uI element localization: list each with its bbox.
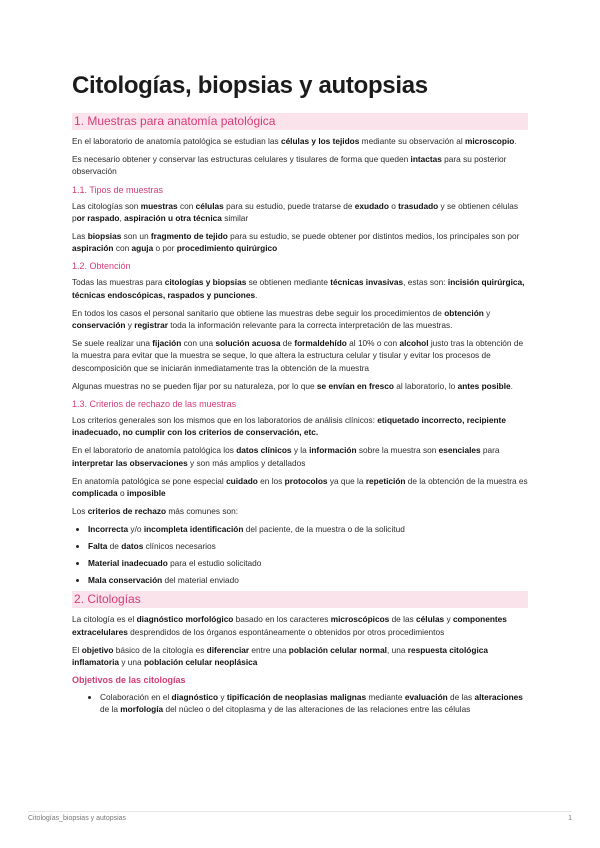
paragraph [72,475,528,499]
bold-text: incompleta identificación [143,524,244,535]
text: para su estudio, puede tratarse de [223,200,355,211]
text: mediante su observación al [359,136,465,146]
text: y [483,307,491,318]
text: sobre la muestra son [356,445,439,456]
objectives-heading: Objetivos de las citologías [72,675,186,686]
list-item [88,557,528,569]
bold-text: repetición [365,475,406,486]
text: al laboratorio, lo [393,380,458,391]
text: y [125,320,135,331]
text: de [107,541,122,552]
text: toda la información relevante para la correcta interpretación de las muestras. [167,320,453,331]
text: y son más amplios y detallados [187,457,306,468]
bold-text: aspiración [72,243,114,254]
text: al 10% o con [346,338,400,349]
bold-text: cuidado [226,475,258,486]
text: , una [386,644,408,655]
text: Se suele realizar una [72,338,153,349]
bold-text: Material inadecuado [88,558,168,569]
paragraph [72,307,528,331]
text: basado en los caracteres [233,614,331,625]
text: más comunes son: [166,506,239,517]
text: y [444,614,453,625]
bold-text: citologías y biopsias [164,277,247,288]
bold-text: componentes extracelulares [72,614,507,637]
bold-text: imposible [126,488,166,499]
bold-text: tipificación de neoplasias malignas [226,692,367,703]
bold-text: incisión quirúrgica, técnicas endoscópicas, raspados y punciones [72,277,525,300]
text: de la [100,704,121,715]
paragraph [72,337,528,374]
list-item [100,691,528,715]
bold-text: conservación [72,320,126,331]
text: son un [121,231,151,242]
bold-text: microscópicos [330,614,390,625]
text: y [218,692,227,703]
text: del núcleo o del citoplasma y de las alteraciones de las relaciones entre las células [163,704,471,715]
text: para [480,445,500,456]
list-item [88,540,528,552]
bold-text: Incorrecta [88,524,129,535]
list-item [88,574,528,586]
text: de la obtención de la muestra es [405,475,528,486]
text: . [510,380,513,391]
bold-text: criterios de rechazo [87,506,167,517]
text: Los criterios generales son los mismos que en los laboratorios de análisis clínicos: [72,415,378,426]
section-heading-1: 1. Muestras para anatomía patológica [72,113,528,130]
text: . [514,136,517,146]
text: con [113,243,132,254]
text: . [255,289,258,300]
bold-text: objetivo [81,644,114,655]
text: , [119,212,125,223]
footer-document-name: Citologías_biopsias y autopsias [28,815,127,822]
bold-text: procedimiento quirúrgico [176,243,278,254]
text: ya que la [327,475,366,486]
bold-text: antes posible [457,380,511,391]
bold-text: se envían en fresco [316,380,394,391]
bold-text: datos [121,541,144,552]
text: básico de la citología es [113,644,207,655]
text: en los [257,475,285,486]
text: con una [181,338,216,349]
text: En anatomía patológica se pone especial [72,475,227,486]
text: de las [447,692,475,703]
page-number: 1 [568,815,572,822]
bold-text: células [195,200,224,211]
bold-text: fragmento de tejido [150,231,228,242]
bold-text: células y los tejidos [280,136,360,146]
paragraph [72,505,528,517]
text: Los [72,506,88,517]
text: entre una [249,644,289,655]
bold-text: or raspado [76,212,120,223]
bold-text: datos clínicos [236,445,292,456]
paragraph [72,380,528,392]
objectives-list [72,691,528,715]
text: Todas las muestras para [72,277,165,288]
text: mediante [366,692,405,703]
text: Algunas muestras no se pueden fijar por su naturaleza, por lo que [72,380,317,391]
text: similar [221,212,249,223]
text: para su estudio, se puede obtener por distintos medios, los principales son por [227,231,520,242]
list-item [88,523,528,535]
bold-text: alcohol [399,338,429,349]
bold-text: registrar [134,320,168,331]
bold-text: aspiración u otra técnica [124,212,222,223]
paragraph [72,613,528,637]
text: y una [119,657,144,668]
text: desprendidos de los órganos espontáneamente o obtenidos por otros procedimientos [127,626,445,637]
bold-text: biopsias [87,231,122,242]
text: de las [389,614,417,625]
text: Las [72,231,88,242]
bold-text: técnicas invasivas [330,277,404,288]
bold-text: alteraciones [474,692,523,703]
text: , estas son: [403,277,448,288]
paragraph [72,414,528,438]
paragraph [72,230,528,254]
subsection-heading-1-1: 1.1. Tipos de muestras [72,184,164,195]
text: Las citologías son [72,200,141,211]
paragraph [72,200,528,224]
text: y/o [128,524,144,535]
bold-text: diagnóstico [171,692,219,703]
bold-text: fijación [152,338,182,349]
text: El [72,644,82,655]
bold-text: respuesta citológica inflamatoria [72,644,488,668]
rejection-criteria-list [72,523,528,586]
bold-text: diagnóstico morfológico [136,614,234,625]
bold-text: obtención [444,307,484,318]
paragraph [72,444,528,468]
bold-text: muestras [140,200,178,211]
page-footer [28,811,572,822]
text: clínicos necesarios [143,541,216,552]
paragraph [72,153,528,177]
page-title: Citologías, biopsias y autopsias [72,72,428,99]
bold-text: aguja [131,243,154,254]
bold-text: complicada [72,488,118,499]
text: o [117,488,127,499]
section-heading-2: 2. Citologías [72,591,528,608]
text: o [388,200,399,211]
text: para su posterior observación [72,154,507,177]
text: del paciente, de la muestra o de la solicitud [243,524,405,535]
text: se obtienen mediante [246,277,331,288]
bold-text: intactas [410,154,442,165]
bold-text: solución acuosa [215,338,281,349]
bold-text: microscopio [464,136,515,146]
text: y la [291,445,310,456]
bold-text: protocolos [284,475,328,486]
bold-text: exudado [354,200,389,211]
text: de [280,338,295,349]
bold-text: formaldehído [294,338,347,349]
paragraph [72,135,528,147]
bold-text: evaluación [404,692,448,703]
bold-text: diferenciar [206,644,250,655]
bold-text: población celular normal [288,644,387,655]
subsection-heading-1-2: 1.2. Obtención [72,261,131,272]
text: con [177,200,196,211]
bold-text: morfología [120,704,164,715]
bold-text: células [416,614,445,625]
bold-text: población celular neoplásica [143,657,258,668]
bold-text: Mala conservación [88,575,163,586]
text: justo tras la obtención de la muestra para evitar que la muestra se seque, lo que altera la estructura celular y tisular y evitar los procesos de descomposición que se iniciarán inmediatamente tras la obtención de la muestra [72,338,524,373]
bold-text: trasudado [398,200,439,211]
text: y se obtienen células p [72,200,519,223]
text: En el laboratorio de anatomía patológica los [72,445,237,456]
text: Colaboración en el [100,692,172,703]
text: La citología es el [72,614,137,625]
bold-text: información [309,445,357,456]
text: Es necesario obtener y conservar las estructuras celulares y tisulares de forma que queden [72,154,411,165]
bold-text: etiquetado incorrecto, recipiente inadecuado, no cumplir con los criterios de conservación, etc. [72,415,506,438]
bold-text: Falta [88,541,108,552]
subsection-heading-1-3: 1.3. Criterios de rechazo de las muestras [72,399,237,410]
document-body [72,113,528,720]
text: En el laboratorio de anatomía patológica se estudian las [72,136,281,146]
paragraph [72,644,528,668]
text: o por [153,243,177,254]
text: para el estudio solicitado [167,558,262,569]
paragraph [72,276,528,300]
text: del material enviado [162,575,239,586]
bold-text: esenciales [438,445,481,456]
bold-text: interpretar las observaciones [72,457,188,468]
text: En todos los casos el personal sanitario que obtiene las muestras debe seguir los procedimientos de [72,307,445,318]
